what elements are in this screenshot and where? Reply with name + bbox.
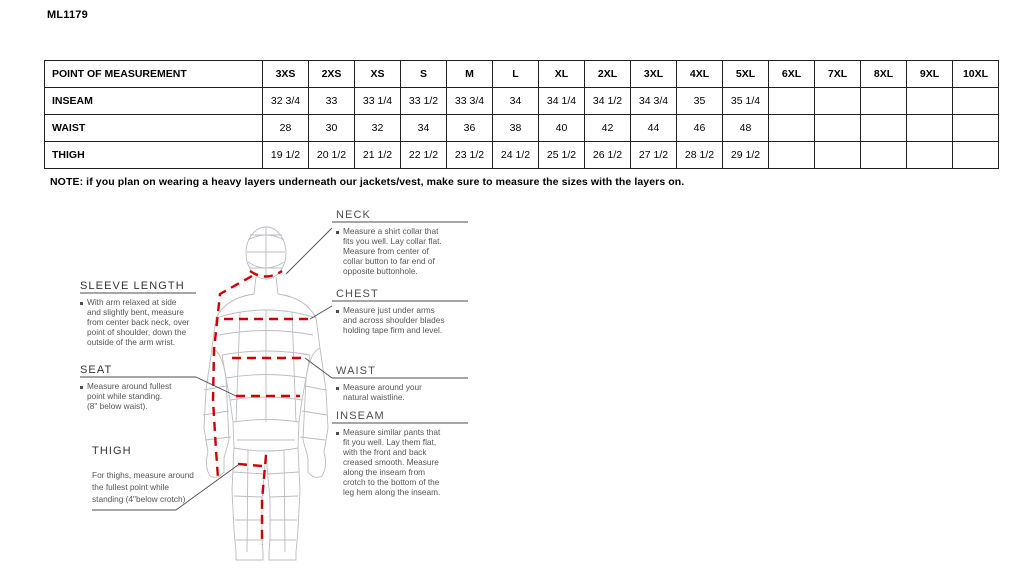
callout-sleeve-length (80, 280, 196, 347)
callout-seat (80, 364, 236, 411)
cell-waist-5xl: 48 (723, 115, 769, 142)
callout-seat-line-0: Measure around fullest (87, 381, 172, 391)
cell-thigh-l: 24 1/2 (493, 142, 539, 169)
table-row (45, 142, 999, 169)
callout-neck-line-2: Measure from center of (343, 246, 429, 256)
bullet-icon (80, 302, 83, 305)
cell-waist-l: 38 (493, 115, 539, 142)
table-header-cell-13: 7XL (815, 61, 861, 88)
bullet-icon (336, 432, 339, 435)
cell-thigh-10xl (953, 142, 999, 169)
cell-inseam-xs: 33 1/4 (355, 88, 401, 115)
callout-seat-title: SEAT (80, 364, 113, 376)
bullet-icon (336, 310, 339, 313)
row-label-inseam: INSEAM (45, 88, 263, 115)
cell-waist-xl: 40 (539, 115, 585, 142)
table-header-cell-14: 8XL (861, 61, 907, 88)
cell-thigh-s: 22 1/2 (401, 142, 447, 169)
table-header-cell-11: 5XL (723, 61, 769, 88)
callout-thigh-title: THIGH (92, 445, 132, 457)
cell-waist-4xl: 46 (677, 115, 723, 142)
cell-waist-6xl (769, 115, 815, 142)
cell-inseam-7xl (815, 88, 861, 115)
cell-waist-3xl: 44 (631, 115, 677, 142)
measurement-note: NOTE: if you plan on wearing a heavy layers underneath our jackets/vest, make sure to measure the sizes with the layers on. (50, 176, 685, 188)
cell-inseam-2xl: 34 1/2 (585, 88, 631, 115)
callout-chest-line-2: holding tape firm and level. (343, 325, 443, 335)
cell-thigh-5xl: 29 1/2 (723, 142, 769, 169)
callout-chest (310, 288, 468, 335)
cell-thigh-7xl (815, 142, 861, 169)
bullet-icon (336, 231, 339, 234)
callout-neck-line-1: fits you well. Lay collar flat. (343, 236, 442, 246)
row-label-waist: WAIST (45, 115, 263, 142)
cell-inseam-2xs: 33 (309, 88, 355, 115)
cell-inseam-4xl: 35 (677, 88, 723, 115)
cell-waist-9xl (907, 115, 953, 142)
cell-waist-m: 36 (447, 115, 493, 142)
callout-inseam-line-0: Measure similar pants that (343, 427, 441, 437)
cell-thigh-xs: 21 1/2 (355, 142, 401, 169)
callout-neck-line-3: collar button to far end of (343, 256, 435, 266)
table-header-cell-0: POINT OF MEASUREMENT (45, 61, 263, 88)
table-header-cell-6: L (493, 61, 539, 88)
page-title: ML1179 (47, 9, 88, 21)
cell-thigh-9xl (907, 142, 953, 169)
cell-inseam-5xl: 35 1/4 (723, 88, 769, 115)
callout-waist-line-1: natural waistline. (343, 392, 405, 402)
size-chart-table (44, 60, 999, 169)
callout-seat-line-2: (8" below waist). (87, 401, 148, 411)
cell-thigh-xl: 25 1/2 (539, 142, 585, 169)
callout-sleeve-length-line-0: With arm relaxed at side (87, 297, 177, 307)
cell-inseam-s: 33 1/2 (401, 88, 447, 115)
callout-chest-line-0: Measure just under arms (343, 305, 435, 315)
cell-inseam-8xl (861, 88, 907, 115)
callout-inseam-line-4: along the inseam from (343, 467, 426, 477)
cell-waist-xs: 32 (355, 115, 401, 142)
table-header-cell-4: S (401, 61, 447, 88)
cell-waist-7xl (815, 115, 861, 142)
cell-waist-10xl (953, 115, 999, 142)
callout-waist-title: WAIST (336, 365, 376, 377)
callout-inseam-line-1: fit you well. Lay them flat, (343, 437, 437, 447)
callout-chest-title: CHEST (336, 288, 379, 300)
table-header-cell-15: 9XL (907, 61, 953, 88)
cell-inseam-9xl (907, 88, 953, 115)
table-header-cell-10: 4XL (677, 61, 723, 88)
callout-thigh-line-0: For thighs, measure around (92, 470, 194, 480)
table-row (45, 115, 999, 142)
cell-waist-2xs: 30 (309, 115, 355, 142)
table-header-cell-12: 6XL (769, 61, 815, 88)
callout-inseam-title: INSEAM (336, 410, 385, 422)
callout-waist (305, 358, 468, 402)
callout-thigh-line-2: standing (4"below crotch) (92, 494, 186, 504)
callout-neck (286, 209, 468, 276)
callout-inseam-line-3: creased smooth. Measure (343, 457, 439, 467)
callout-chest-line-1: and across shoulder blades (343, 315, 445, 325)
table-header-row (45, 61, 999, 88)
row-label-thigh: THIGH (45, 142, 263, 169)
cell-thigh-3xl: 27 1/2 (631, 142, 677, 169)
callout-waist-line-0: Measure around your (343, 382, 422, 392)
table-header-cell-7: XL (539, 61, 585, 88)
callout-inseam-line-2: with the front and back (343, 447, 427, 457)
cell-thigh-3xs: 19 1/2 (263, 142, 309, 169)
cell-inseam-xl: 34 1/4 (539, 88, 585, 115)
cell-inseam-3xs: 32 3/4 (263, 88, 309, 115)
cell-inseam-3xl: 34 3/4 (631, 88, 677, 115)
bullet-icon (80, 386, 83, 389)
table-header-cell-5: M (447, 61, 493, 88)
cell-thigh-2xl: 26 1/2 (585, 142, 631, 169)
callout-neck-line-4: opposite buttonhole. (343, 266, 418, 276)
cell-thigh-8xl (861, 142, 907, 169)
table-header-cell-9: 3XL (631, 61, 677, 88)
cell-waist-2xl: 42 (585, 115, 631, 142)
callout-sleeve-length-title: SLEEVE LENGTH (80, 280, 185, 292)
table-header-cell-16: 10XL (953, 61, 999, 88)
callout-seat-line-1: point while standing. (87, 391, 163, 401)
callout-thigh-line-1: the fullest point while (92, 482, 170, 492)
callout-neck-line-0: Measure a shirt collar that (343, 226, 439, 236)
cell-thigh-6xl (769, 142, 815, 169)
callout-sleeve-length-line-1: and slightly bent, measure (87, 307, 184, 317)
callout-neck-title: NECK (336, 209, 371, 221)
cell-inseam-m: 33 3/4 (447, 88, 493, 115)
table-row (45, 88, 999, 115)
cell-thigh-2xs: 20 1/2 (309, 142, 355, 169)
cell-waist-s: 34 (401, 115, 447, 142)
cell-inseam-l: 34 (493, 88, 539, 115)
cell-inseam-6xl (769, 88, 815, 115)
bullet-icon (336, 387, 339, 390)
table-header-cell-2: 2XS (309, 61, 355, 88)
callout-inseam-line-5: crotch to the bottom of the (343, 477, 440, 487)
measurement-diagram (0, 200, 1024, 578)
callout-inseam-line-6: leg hem along the inseam. (343, 487, 441, 497)
table-header-cell-8: 2XL (585, 61, 631, 88)
cell-inseam-10xl (953, 88, 999, 115)
table-header-cell-3: XS (355, 61, 401, 88)
callout-sleeve-length-line-4: outside of the arm wrist. (87, 337, 176, 347)
cell-thigh-4xl: 28 1/2 (677, 142, 723, 169)
table-header-cell-1: 3XS (263, 61, 309, 88)
cell-waist-8xl (861, 115, 907, 142)
callout-sleeve-length-line-3: point of shoulder, down the (87, 327, 187, 337)
cell-waist-3xs: 28 (263, 115, 309, 142)
callout-sleeve-length-line-2: from center back neck, over (87, 317, 190, 327)
cell-thigh-m: 23 1/2 (447, 142, 493, 169)
callout-inseam (332, 410, 468, 497)
